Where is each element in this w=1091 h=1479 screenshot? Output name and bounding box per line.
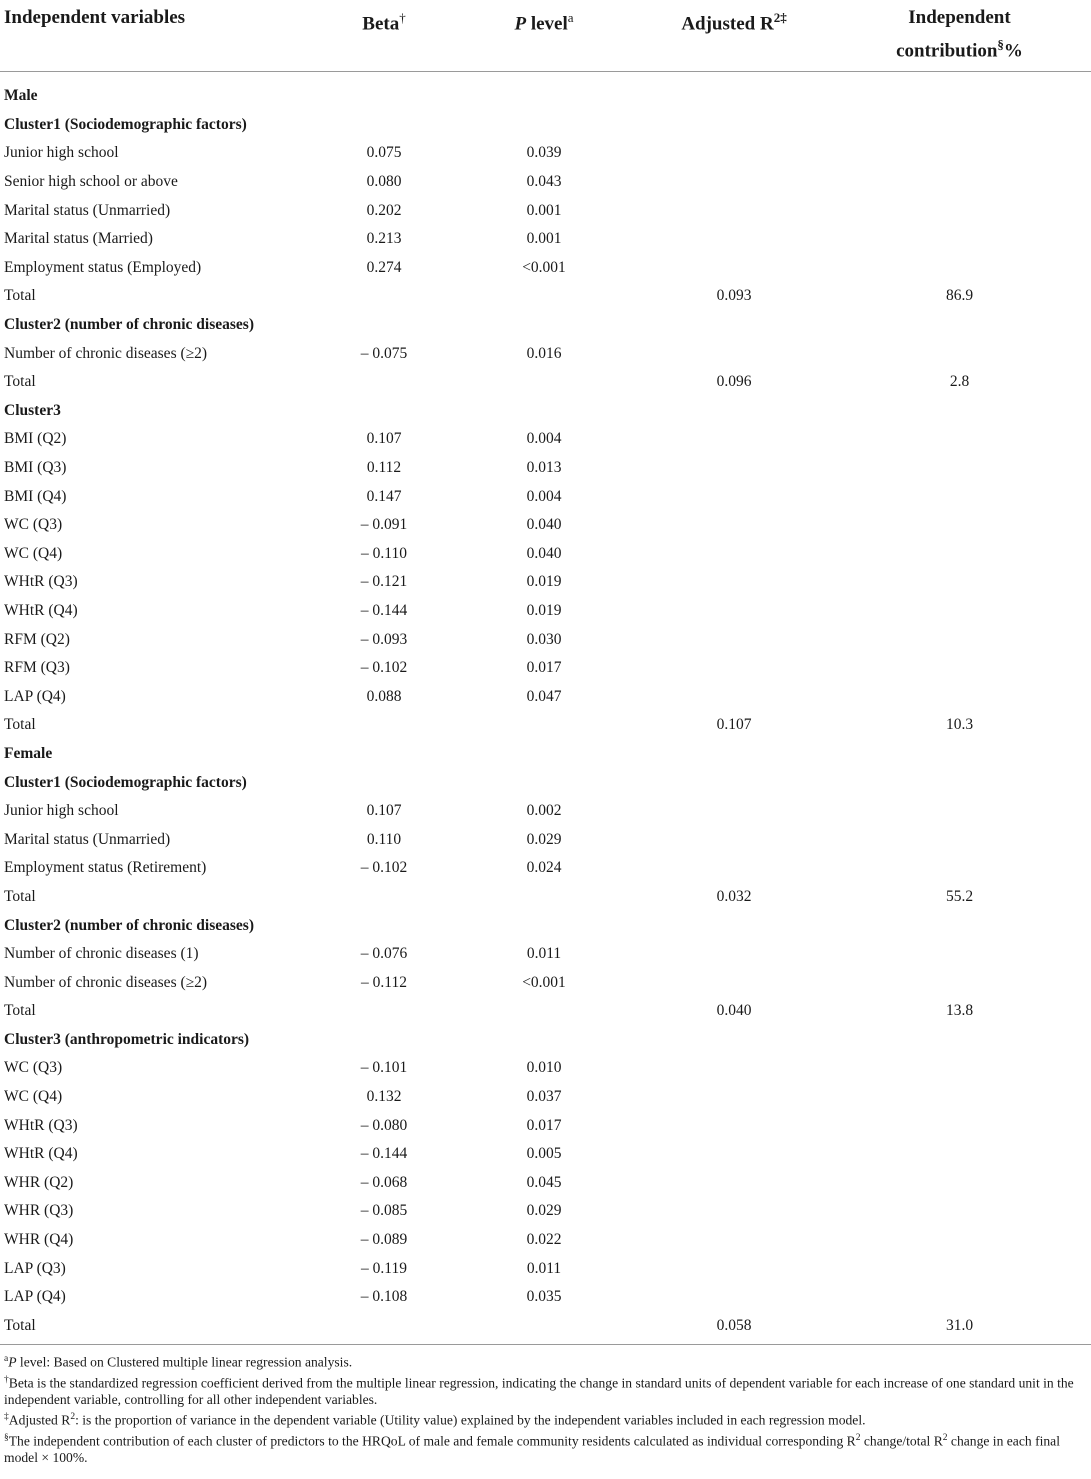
beta-cell: 0.107 <box>366 802 402 820</box>
p-level-cell: 0.017 <box>526 659 562 677</box>
contribution-cell <box>828 511 1091 540</box>
adjusted-r2-cell <box>640 196 828 225</box>
footnote-a: $^a$P level: Based on Clustered multiple linear regression analysis. <box>4 1354 353 1370</box>
p-level-cell: 0.011 <box>526 945 562 963</box>
adjusted-r2-cell <box>640 511 828 540</box>
section-label: Cluster1 (Sociodemographic factors) <box>4 115 247 133</box>
contribution-cell <box>828 825 1091 854</box>
contribution-cell <box>828 1197 1091 1226</box>
total-row <box>0 883 1091 912</box>
beta-cell <box>320 1312 448 1345</box>
section-header-row <box>0 111 1091 140</box>
variable-cell: Number of chronic diseases (≥2) <box>4 344 208 362</box>
p-level-cell <box>448 368 640 397</box>
section-label: Female <box>4 744 53 762</box>
beta-cell: 0.088 <box>366 687 402 705</box>
adjusted-r2-cell <box>640 1254 828 1283</box>
p-level-cell: 0.004 <box>526 487 562 505</box>
beta-cell: 0.213 <box>366 230 402 248</box>
section-label: Male <box>4 87 38 105</box>
adjusted-r2-cell <box>640 940 828 969</box>
section-header-row <box>0 72 1091 111</box>
p-level-cell: 0.030 <box>526 630 562 648</box>
p-level-cell: 0.002 <box>526 802 562 820</box>
beta-cell: – 0.121 <box>360 573 408 591</box>
table-row <box>0 425 1091 454</box>
contribution-cell: 55.2 <box>945 887 974 905</box>
adjusted-r2-cell <box>640 425 828 454</box>
header-independent-variables: Independent variables <box>0 0 320 72</box>
variable-cell: Marital status (Unmarried) <box>4 830 171 848</box>
adjusted-r2-cell <box>640 1197 828 1226</box>
beta-cell <box>320 883 448 912</box>
variable-cell: Total <box>4 716 36 734</box>
variable-cell: BMI (Q4) <box>4 487 67 505</box>
footnote-section: §The independent contribution of each cluster of predictors to the HRQoL of male and female community residents calculated as individual corresponding $R^2$ change/total $R^2$ change in each final model × 100%. <box>4 1432 1060 1466</box>
contribution-cell: 31.0 <box>828 1312 1091 1345</box>
contribution-cell <box>828 454 1091 483</box>
adjusted-r2-cell: 0.096 <box>716 373 752 391</box>
table-row <box>0 682 1091 711</box>
p-level-cell: <0.001 <box>522 258 566 276</box>
variable-cell: WHR (Q4) <box>4 1231 74 1249</box>
section-header-row <box>0 768 1091 797</box>
contribution-cell <box>828 968 1091 997</box>
adjusted-r2-cell <box>640 568 828 597</box>
contribution-cell <box>828 254 1091 283</box>
table-row <box>0 254 1091 283</box>
adjusted-r2-cell: 0.093 <box>716 287 752 305</box>
p-level-cell: 0.004 <box>526 430 562 448</box>
table-row <box>0 1283 1091 1312</box>
beta-cell: – 0.102 <box>360 859 408 877</box>
table-row <box>0 225 1091 254</box>
section-header-row <box>0 911 1091 940</box>
p-level-cell: 0.029 <box>526 830 562 848</box>
p-level-cell: 0.017 <box>526 1116 562 1134</box>
contribution-cell <box>828 568 1091 597</box>
beta-cell: 0.202 <box>366 201 402 219</box>
table-row <box>0 454 1091 483</box>
contribution-cell <box>828 339 1091 368</box>
adjusted-r2-cell <box>640 597 828 626</box>
table-row <box>0 139 1091 168</box>
adjusted-r2-cell: 0.107 <box>716 716 752 734</box>
contribution-cell <box>828 797 1091 826</box>
contribution-cell: 2.8 <box>949 373 970 391</box>
table-footnotes <box>0 1345 1091 1466</box>
variable-cell: WC (Q4) <box>4 1088 63 1106</box>
header-beta: Beta† <box>320 0 448 72</box>
p-level-cell: 0.022 <box>526 1231 562 1249</box>
beta-cell <box>320 711 448 740</box>
beta-cell: 0.147 <box>366 487 402 505</box>
total-row <box>0 711 1091 740</box>
variable-cell: LAP (Q4) <box>4 1288 66 1306</box>
variable-cell: Marital status (Unmarried) <box>4 201 171 219</box>
adjusted-r2-cell <box>640 968 828 997</box>
contribution-cell <box>828 1226 1091 1255</box>
total-row <box>0 997 1091 1026</box>
footnote-dagger: †Beta is the standardized regression coefficient derived from the multiple linear regression, indicating the change in standard units of dependent variable for each increase of one standard unit in the independent variable, controlling for all other independent variables. <box>4 1374 1074 1408</box>
p-level-cell: 0.040 <box>526 516 562 534</box>
contribution-cell <box>828 1283 1091 1312</box>
variable-cell: Employment status (Employed) <box>4 258 202 276</box>
beta-cell <box>320 368 448 397</box>
contribution-cell <box>828 168 1091 197</box>
adjusted-r2-cell: 0.040 <box>716 1002 752 1020</box>
p-level-cell: 0.001 <box>526 201 562 219</box>
adjusted-r2-cell <box>640 482 828 511</box>
contribution-cell <box>828 682 1091 711</box>
contribution-cell <box>828 425 1091 454</box>
beta-cell: 0.075 <box>366 144 402 162</box>
variable-cell: LAP (Q3) <box>4 1259 66 1277</box>
beta-cell: 0.110 <box>366 830 402 848</box>
contribution-cell <box>828 225 1091 254</box>
contribution-cell <box>828 1083 1091 1112</box>
p-level-cell: 0.043 <box>526 173 562 191</box>
beta-cell: – 0.080 <box>360 1116 408 1134</box>
beta-cell: 0.080 <box>366 173 402 191</box>
beta-cell: 0.274 <box>366 258 402 276</box>
section-header-row <box>0 397 1091 426</box>
table-row <box>0 797 1091 826</box>
p-level-cell: 0.019 <box>526 601 562 619</box>
variable-cell: WHtR (Q3) <box>4 573 78 591</box>
contribution-cell <box>828 482 1091 511</box>
variable-cell: WHtR (Q4) <box>4 1145 78 1163</box>
variable-cell: Junior high school <box>4 144 119 162</box>
p-level-cell <box>448 883 640 912</box>
contribution-cell: 10.3 <box>945 716 974 734</box>
adjusted-r2-cell <box>640 854 828 883</box>
table-row <box>0 540 1091 569</box>
contribution-cell <box>828 654 1091 683</box>
adjusted-r2-cell: 0.058 <box>640 1312 828 1345</box>
contribution-cell <box>828 1254 1091 1283</box>
table-row <box>0 968 1091 997</box>
table-body <box>0 72 1091 1345</box>
header-independent-contribution: Independent contribution§% <box>828 0 1091 72</box>
table-row <box>0 511 1091 540</box>
adjusted-r2-cell <box>640 1140 828 1169</box>
p-level-cell: 0.011 <box>526 1259 562 1277</box>
section-label: Cluster2 (number of chronic diseases) <box>4 916 254 934</box>
variable-cell: Junior high school <box>4 802 119 820</box>
table-row <box>0 654 1091 683</box>
beta-cell: – 0.075 <box>360 344 408 362</box>
p-level-cell: 0.013 <box>526 459 562 477</box>
beta-cell <box>320 997 448 1026</box>
table-row <box>0 597 1091 626</box>
variable-cell: WC (Q3) <box>4 516 63 534</box>
adjusted-r2-cell <box>640 625 828 654</box>
table-row <box>0 1054 1091 1083</box>
section-label: Cluster3 <box>4 401 61 419</box>
section-header-row <box>0 740 1091 769</box>
adjusted-r2-cell <box>640 139 828 168</box>
adjusted-r2-cell <box>640 1083 828 1112</box>
variable-cell: Total <box>4 887 36 905</box>
variable-cell: Number of chronic diseases (≥2) <box>4 973 208 991</box>
contribution-cell <box>828 139 1091 168</box>
variable-cell: BMI (Q3) <box>4 459 67 477</box>
adjusted-r2-cell <box>640 1111 828 1140</box>
beta-cell: 0.107 <box>366 430 402 448</box>
p-level-cell: 0.010 <box>526 1059 562 1077</box>
adjusted-r2-cell <box>640 225 828 254</box>
adjusted-r2-cell <box>640 1169 828 1198</box>
variable-cell: BMI (Q2) <box>4 430 67 448</box>
table-row <box>0 940 1091 969</box>
adjusted-r2-cell <box>640 1283 828 1312</box>
adjusted-r2-cell <box>640 339 828 368</box>
table-row <box>0 1254 1091 1283</box>
adjusted-r2-cell: 0.032 <box>716 887 752 905</box>
section-label: Cluster3 (anthropometric indicators) <box>4 1030 250 1048</box>
table-row <box>0 339 1091 368</box>
contribution-cell <box>828 940 1091 969</box>
variable-cell: Total <box>0 1312 320 1345</box>
variable-cell: Employment status (Retirement) <box>4 859 207 877</box>
p-level-cell: <0.001 <box>522 973 566 991</box>
p-level-cell: 0.035 <box>526 1288 562 1306</box>
table-row <box>0 196 1091 225</box>
beta-cell: – 0.119 <box>361 1259 407 1277</box>
beta-cell: – 0.093 <box>360 630 408 648</box>
header-adjusted-r2: Adjusted $R^{2\ddagger}$ <box>640 0 828 72</box>
variable-cell: WHtR (Q4) <box>4 601 78 619</box>
section-header-row <box>0 311 1091 340</box>
header-p-level: P level$^a$ <box>448 0 640 72</box>
p-level-cell: 0.016 <box>526 344 562 362</box>
variable-cell: Marital status (Married) <box>4 230 153 248</box>
beta-cell: – 0.089 <box>360 1231 408 1249</box>
p-level-cell: 0.045 <box>526 1173 562 1191</box>
table-row <box>0 1197 1091 1226</box>
table-row <box>0 1140 1091 1169</box>
beta-cell: – 0.144 <box>360 601 408 619</box>
p-level-cell: 0.047 <box>526 687 562 705</box>
contribution-cell <box>828 1054 1091 1083</box>
variable-cell: WHtR (Q3) <box>4 1116 78 1134</box>
section-label: Cluster1 (Sociodemographic factors) <box>4 773 247 791</box>
beta-cell: – 0.101 <box>360 1059 408 1077</box>
table-header <box>0 0 1091 72</box>
p-level-cell: 0.024 <box>526 859 562 877</box>
adjusted-r2-cell <box>640 682 828 711</box>
contribution-cell <box>828 1169 1091 1198</box>
table-row <box>0 1226 1091 1255</box>
adjusted-r2-cell <box>640 654 828 683</box>
contribution-cell <box>828 1140 1091 1169</box>
contribution-cell <box>828 540 1091 569</box>
beta-cell <box>320 282 448 311</box>
beta-cell: – 0.085 <box>360 1202 408 1220</box>
p-level-cell <box>448 282 640 311</box>
total-row <box>0 282 1091 311</box>
section-header-row <box>0 1026 1091 1055</box>
p-level-cell <box>448 711 640 740</box>
variable-cell: Total <box>4 373 36 391</box>
variable-cell: WC (Q3) <box>4 1059 63 1077</box>
p-level-cell: 0.005 <box>526 1145 562 1163</box>
beta-cell: 0.132 <box>366 1088 402 1106</box>
table-row <box>0 1111 1091 1140</box>
variable-cell: WHR (Q3) <box>4 1202 74 1220</box>
beta-cell: 0.112 <box>366 459 402 477</box>
total-row <box>0 368 1091 397</box>
footnote-double-dagger: ‡Adjusted $R^2$: is the proportion of variance in the dependent variable (Utility value) explained by the independent variables included in each regression model. <box>4 1412 866 1428</box>
beta-cell: – 0.091 <box>360 516 408 534</box>
variable-cell: Senior high school or above <box>4 173 178 191</box>
p-level-cell: 0.040 <box>526 544 562 562</box>
table-row <box>0 625 1091 654</box>
beta-cell: – 0.068 <box>360 1173 408 1191</box>
adjusted-r2-cell <box>640 797 828 826</box>
beta-cell: – 0.108 <box>360 1288 408 1306</box>
beta-cell: – 0.110 <box>361 544 407 562</box>
p-level-cell: 0.001 <box>526 230 562 248</box>
variable-cell: Number of chronic diseases (1) <box>4 945 199 963</box>
p-level-cell: 0.029 <box>526 1202 562 1220</box>
adjusted-r2-cell <box>640 1054 828 1083</box>
p-level-cell: 0.039 <box>526 144 562 162</box>
contribution-cell <box>828 854 1091 883</box>
contribution-cell: 13.8 <box>945 1002 974 1020</box>
table-row <box>0 482 1091 511</box>
adjusted-r2-cell <box>640 454 828 483</box>
variable-cell: RFM (Q2) <box>4 630 70 648</box>
variable-cell: Total <box>4 1002 36 1020</box>
contribution-cell <box>828 1111 1091 1140</box>
variable-cell: RFM (Q3) <box>4 659 70 677</box>
table-row <box>0 825 1091 854</box>
beta-cell: – 0.076 <box>360 945 408 963</box>
p-level-cell <box>448 997 640 1026</box>
contribution-cell: 86.9 <box>945 287 974 305</box>
adjusted-r2-cell <box>640 540 828 569</box>
variable-cell: Total <box>4 287 36 305</box>
p-level-cell: 0.037 <box>526 1088 562 1106</box>
beta-cell: – 0.144 <box>360 1145 408 1163</box>
adjusted-r2-cell <box>640 168 828 197</box>
section-label: Cluster2 (number of chronic diseases) <box>4 316 254 334</box>
variable-cell: WC (Q4) <box>4 544 63 562</box>
adjusted-r2-cell <box>640 825 828 854</box>
p-level-cell <box>448 1312 640 1345</box>
total-row <box>0 1312 1091 1345</box>
beta-cell: – 0.112 <box>361 973 407 991</box>
table-row <box>0 854 1091 883</box>
table-row <box>0 168 1091 197</box>
table-row <box>0 1083 1091 1112</box>
p-level-cell: 0.019 <box>526 573 562 591</box>
table-row <box>0 1169 1091 1198</box>
contribution-cell <box>828 625 1091 654</box>
adjusted-r2-cell <box>640 1226 828 1255</box>
table-row <box>0 568 1091 597</box>
beta-cell: – 0.102 <box>360 659 408 677</box>
adjusted-r2-cell <box>640 254 828 283</box>
contribution-cell <box>828 597 1091 626</box>
contribution-cell <box>828 196 1091 225</box>
variable-cell: WHR (Q2) <box>4 1173 74 1191</box>
variable-cell: LAP (Q4) <box>4 687 66 705</box>
